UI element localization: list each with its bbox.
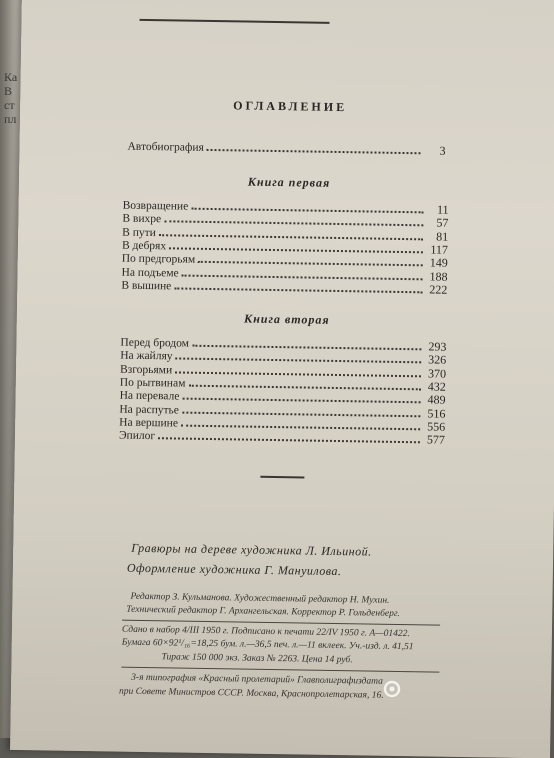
toc-entry-page: 432 bbox=[427, 379, 446, 394]
toc-entry-title: Эпилог bbox=[118, 429, 156, 443]
toc-entry-intro bbox=[127, 140, 445, 158]
toc-entry-title: На жайляу bbox=[120, 349, 173, 363]
toc-entry-page: 516 bbox=[427, 405, 446, 421]
imprint-technical: Технический редактор Г. Архангельская. Корректор Р. Гольденберг. bbox=[126, 604, 400, 620]
leader-dots bbox=[192, 337, 422, 351]
leader-dots bbox=[198, 253, 423, 267]
toc-entry-page: 3 bbox=[439, 143, 446, 158]
book1-heading: Книга первая bbox=[247, 174, 331, 190]
imprint-editors: Редактор З. Кульманова. Художественный редактор Н. Мухин. bbox=[130, 591, 390, 606]
leader-dots bbox=[207, 141, 421, 154]
toc-entry-title: По рытвинам bbox=[119, 376, 186, 390]
imprint-address: при Совете Министров СССР. Москва, Краснопролетарская, 16. bbox=[118, 686, 384, 701]
imprint-printer: 3-я типография «Красный пролетарий» Главполиграфиздата bbox=[131, 672, 383, 687]
toc-entry-title: Взгорьями bbox=[119, 363, 173, 376]
toc-entry-title: Автобиография bbox=[127, 140, 204, 154]
imprint-paper: Бумага 60×92¹/₁₆=18,25 бум. л.—36,5 печ. л.—11 вклеек. Уч.-изд. л. 41,51 bbox=[121, 637, 414, 653]
toc-entry-page: 556 bbox=[427, 419, 446, 434]
imprint-print-run: Тираж 150 000 экз. Заказ № 2263. Цена 14 руб. bbox=[161, 652, 353, 666]
section-divider bbox=[260, 476, 304, 479]
violity-logo-icon bbox=[383, 680, 401, 698]
toc-entry-title: На подъеме bbox=[121, 266, 179, 279]
toc-entry-page: 81 bbox=[436, 229, 449, 244]
design-credit: Оформление художника Г. Мануилова. bbox=[126, 560, 342, 579]
toc-entry-title: На распутье bbox=[119, 403, 180, 417]
left-page-text: пл bbox=[4, 112, 17, 126]
toc-entry-title: Возвращение bbox=[122, 199, 189, 213]
toc-entry-title: В вихре bbox=[122, 212, 162, 226]
left-page-text: ст bbox=[4, 98, 15, 112]
toc-entry-page: 149 bbox=[429, 255, 448, 270]
toc-entry-page: 489 bbox=[427, 392, 446, 407]
toc-entry-page: 326 bbox=[428, 352, 447, 368]
toc-entry-title: В дебрях bbox=[121, 239, 167, 253]
toc-entry-title: По предгорьям bbox=[121, 252, 196, 266]
left-page-text: Ка bbox=[4, 70, 18, 84]
toc-entry-page: 222 bbox=[429, 282, 448, 297]
leader-dots bbox=[191, 200, 424, 214]
toc-entry-page: 293 bbox=[428, 339, 447, 354]
toc-entry-page: 11 bbox=[436, 202, 449, 217]
toc-entry-title: В вышине bbox=[121, 279, 172, 293]
top-rule bbox=[140, 19, 330, 24]
toc-entry-title: Перед бродом bbox=[120, 336, 190, 350]
book2-heading: Книга вторая bbox=[243, 311, 330, 327]
engravings-credit: Гравюры на дереве художника Л. Ильиной. bbox=[131, 540, 372, 559]
toc-entry-title: На вершине bbox=[119, 416, 179, 430]
toc-entry-page: 577 bbox=[426, 432, 446, 447]
toc-entry-title: В пути bbox=[122, 226, 156, 239]
toc-entry-title: На перевале bbox=[119, 389, 180, 403]
toc-heading: ОГЛАВЛЕНИЕ bbox=[233, 98, 348, 115]
book-page bbox=[10, 0, 554, 758]
toc-entry-page: 57 bbox=[436, 215, 449, 231]
left-page-text: В bbox=[4, 84, 13, 98]
imprint-rule bbox=[121, 667, 439, 673]
toc-entry-page: 117 bbox=[430, 242, 449, 257]
toc-entry-page: 188 bbox=[429, 268, 448, 284]
imprint-typeset: Сдано в набор 4/III 1950 г. Подписано к печати 22/IV 1950 г. А—01422. bbox=[121, 624, 410, 640]
toc-entry-page: 370 bbox=[427, 366, 447, 381]
